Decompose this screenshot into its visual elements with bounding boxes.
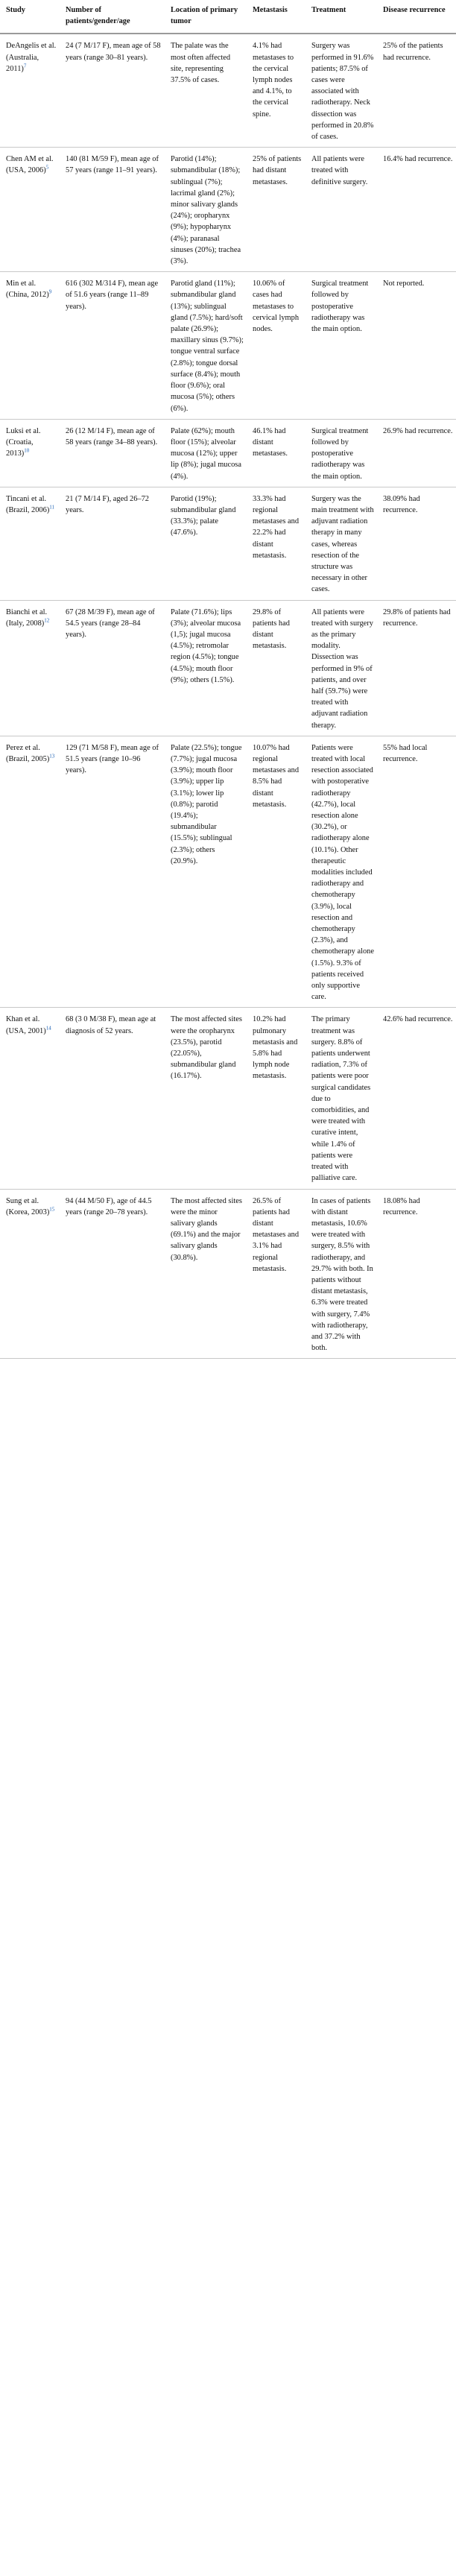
study-cell xyxy=(0,1008,60,1189)
metastasis-cell: 10.06% of cases had metastases to cervical lymph nodes. xyxy=(247,272,305,419)
study-name: Min et al. (China, 2012) xyxy=(6,280,49,300)
reference-link[interactable]: 11 xyxy=(49,504,55,511)
study-name: DeAngelis et al. (Australia, 2011) xyxy=(6,42,57,73)
table-row xyxy=(0,600,456,736)
treatment-cell: Surgical treatment followed by postoperative radiotherapy was the main option. xyxy=(305,419,377,487)
treatment-cell: Surgical treatment followed by postoperative radiotherapy was the main option. xyxy=(305,272,377,419)
metastasis-cell: 10.2% had pulmonary metastasis and 5.8% had lymph node metastasis. xyxy=(247,1008,305,1189)
header-row xyxy=(0,0,456,34)
recurrence-cell: 38.09% had recurrence. xyxy=(377,487,456,600)
study-name: Sung et al. (Korea, 2003) xyxy=(6,1196,50,1216)
table-row xyxy=(0,736,456,1008)
location-cell: The palate was the most often affected site, representing 37.5% of cases. xyxy=(165,34,247,147)
reference-link[interactable]: 15 xyxy=(49,1206,55,1213)
treatment-cell: All patients were treated with definitive surgery. xyxy=(305,148,377,272)
treatment-cell: Surgery was the main treatment with adjuvant radiation therapy in many cases, whereas resection of the structure was necessary in other cases. xyxy=(305,487,377,600)
reference-link[interactable]: 10 xyxy=(24,447,30,454)
location-cell: Parotid (19%); submandibular gland (33.3%); palate (47.6%). xyxy=(165,487,247,600)
metastasis-cell: 10.07% had regional metastases and 8.5% had distant metastasis. xyxy=(247,736,305,1008)
header-metastasis: Metastasis xyxy=(247,0,305,34)
patients-cell: 67 (28 M/39 F), mean age of 54.5 years (range 28–84 years). xyxy=(60,600,165,736)
reference-link[interactable]: 7 xyxy=(23,63,27,69)
recurrence-cell: 29.8% of patients had recurrence. xyxy=(377,600,456,736)
study-cell xyxy=(0,148,60,272)
location-cell: Parotid (14%); submandibular (18%); sublingual (7%); lacrimal gland (2%); minor salivary glands (24%); oropharynx (9%); hypopharynx (4%); paranasal sinuses (20%); trachea (3%). xyxy=(165,148,247,272)
header-treatment: Treatment xyxy=(305,0,377,34)
study-name: Khan et al. (USA, 2001) xyxy=(6,1015,46,1035)
location-cell: The most affected sites were the oropharynx (23.5%), parotid (22.05%), submandibular gland (16.17%). xyxy=(165,1008,247,1189)
patients-cell: 24 (7 M/17 F), mean age of 58 years (range 30–81 years). xyxy=(60,34,165,147)
study-name: Tincani et al. (Brazil, 2006) xyxy=(6,494,50,514)
location-cell: Palate (62%); mouth floor (15%); alveolar mucosa (12%); upper lip (8%); jugal mucosa (4%). xyxy=(165,419,247,487)
recurrence-cell: 55% had local recurrence. xyxy=(377,736,456,1008)
table-header xyxy=(0,0,456,34)
study-cell xyxy=(0,1189,60,1359)
patients-cell: 616 (302 M/314 F), mean age of 51.6 years (range 11–89 years). xyxy=(60,272,165,419)
location-cell: Palate (22.5%); tongue (7.7%); jugal mucosa (3.9%); mouth floor (3.9%); upper lip (3.1%); lower lip (0.8%); parotid (19.4%); submandibular (15.5%); sublingual (2.3%); others (20.9%). xyxy=(165,736,247,1008)
recurrence-cell: 26.9% had recurrence. xyxy=(377,419,456,487)
location-cell: The most affected sites were the minor salivary glands (69.1%) and the major salivary glands (30.8%). xyxy=(165,1189,247,1359)
recurrence-cell: Not reported. xyxy=(377,272,456,419)
table-row xyxy=(0,487,456,600)
table-row xyxy=(0,272,456,419)
study-name: Luksi et al. (Croatia, 2013) xyxy=(6,426,41,458)
study-cell xyxy=(0,419,60,487)
treatment-cell: In cases of patients with distant metastasis, 10.6% were treated with surgery, 8.5% with radiotherapy, and 29.7% with both. In patients without distant metastasis, 6.3% were treated with surgery, 7.4% with radiotherapy, and 37.2% with both. xyxy=(305,1189,377,1359)
study-cell xyxy=(0,272,60,419)
table-row xyxy=(0,1008,456,1189)
reference-link[interactable]: 9 xyxy=(48,289,52,295)
study-cell xyxy=(0,736,60,1008)
metastasis-cell: 33.3% had regional metastases and 22.2% had distant metastasis. xyxy=(247,487,305,600)
table-row xyxy=(0,148,456,272)
recurrence-cell: 16.4% had recurrence. xyxy=(377,148,456,272)
patients-cell: 21 (7 M/14 F), aged 26–72 years. xyxy=(60,487,165,600)
treatment-cell: Patients were treated with local resection associated with postoperative radiotherapy (42.7%), local resection alone (30.2%), or radiotherapy alone (10.1%). Other therapeutic modalities included radiotherapy and chemotherapy (3.9%), local resection and chemotherapy (2.3%), and chemotherapy alone (1.5%). 9.3% of patients received only supportive care. xyxy=(305,736,377,1008)
study-name: Perez et al. (Brazil, 2005) xyxy=(6,743,50,763)
study-name: Bianchi et al. (Italy, 2008) xyxy=(6,607,48,628)
table-row xyxy=(0,419,456,487)
metastasis-cell: 4.1% had metastases to the cervical lymph nodes and 4.1%, to the cervical spine. xyxy=(247,34,305,147)
reference-link[interactable]: 13 xyxy=(49,753,55,760)
study-name: Chen AM et al. (USA, 2006) xyxy=(6,155,54,175)
patients-cell: 129 (71 M/58 F), mean age of 51.5 years (range 10–96 years). xyxy=(60,736,165,1008)
patients-cell: 26 (12 M/14 F), mean age of 58 years (range 34–88 years). xyxy=(60,419,165,487)
location-cell: Parotid gland (11%); submandibular gland (13%); sublingual gland (7.5%); hard/soft palate (26.9%); maxillary sinus (9.7%); tongue ventral surface (2.8%); tongue dorsal surface (8.4%); mouth floor (9.6%); oral mucosa (5%); others (6%). xyxy=(165,272,247,419)
metastasis-cell: 29.8% of patients had distant metastasis. xyxy=(247,600,305,736)
reference-link[interactable]: 14 xyxy=(45,1025,51,1032)
reference-link[interactable]: 12 xyxy=(44,617,50,624)
reference-link[interactable]: 5 xyxy=(45,164,49,171)
patients-cell: 68 (3 0 M/38 F), mean age at diagnosis of 52 years. xyxy=(60,1008,165,1189)
recurrence-cell: 18.08% had recurrence. xyxy=(377,1189,456,1359)
treatment-cell: All patients were treated with surgery as the primary modality. Dissection was performed in 9% of patients, and over half (59.7%) were treated with adjuvant radiation therapy. xyxy=(305,600,377,736)
metastasis-cell: 46.1% had distant metastases. xyxy=(247,419,305,487)
table-body xyxy=(0,34,456,1358)
treatment-cell: Surgery was performed in 91.6% patients; 87.5% of cases were associated with radiotherapy. Neck dissection was performed in 20.8% of cases. xyxy=(305,34,377,147)
study-cell xyxy=(0,600,60,736)
treatment-cell: The primary treatment was surgery. 8.8% of patients underwent radiation, 7.3% of patients were poor surgical candidates due to comorbidities, and were treated with curative intent, while 1.4% of patients were treated with palliative care. xyxy=(305,1008,377,1189)
patients-cell: 140 (81 M/59 F), mean age of 57 years (range 11–91 years). xyxy=(60,148,165,272)
metastasis-cell: 26.5% of patients had distant metastases and 3.1% had regional metastasis. xyxy=(247,1189,305,1359)
study-cell xyxy=(0,34,60,147)
metastasis-cell: 25% of patients had distant metastases. xyxy=(247,148,305,272)
table-row xyxy=(0,34,456,147)
table-row xyxy=(0,1189,456,1359)
study-cell xyxy=(0,487,60,600)
header-patients: Number of patients/gender/age xyxy=(60,0,165,34)
header-recurrence: Disease recurrence xyxy=(377,0,456,34)
recurrence-cell: 25% of the patients had recurrence. xyxy=(377,34,456,147)
recurrence-cell: 42.6% had recurrence. xyxy=(377,1008,456,1189)
header-location: Location of primary tumor xyxy=(165,0,247,34)
location-cell: Palate (71.6%); lips (3%); alveolar mucosa (1,5); jugal mucosa (4.5%); retromolar region (4.5%); tongue (4.5%); mouth floor (9%); others (1.5%). xyxy=(165,600,247,736)
header-study: Study xyxy=(0,0,60,34)
patients-cell: 94 (44 M/50 F), age of 44.5 years (range 20–78 years). xyxy=(60,1189,165,1359)
